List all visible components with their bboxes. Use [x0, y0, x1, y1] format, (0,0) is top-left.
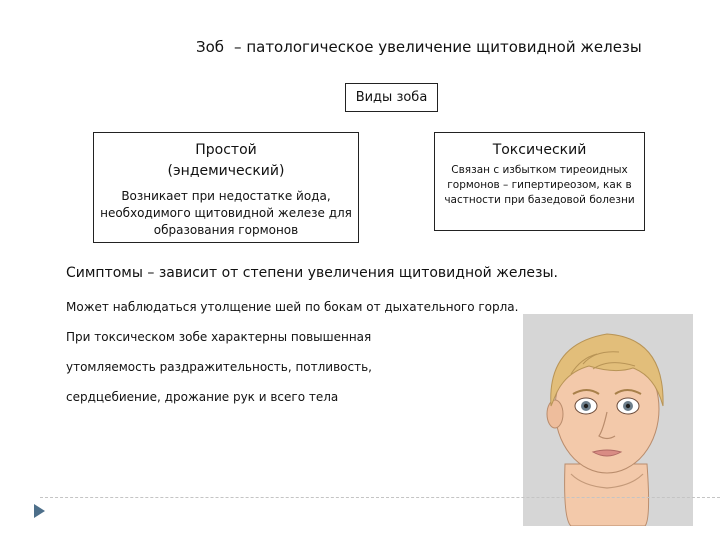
goiter-types-box [345, 83, 438, 112]
simple-goiter-box [93, 132, 359, 243]
goiter-types-label: Виды зоба [355, 90, 428, 105]
title-term: Зоб [196, 38, 225, 56]
symptoms-text: Симптомы – зависит от степени увеличения щитовидной железы. [66, 265, 558, 281]
toxic-symptoms-line-1: При токсическом зобе характерны повышенная [66, 330, 372, 344]
toxic-symptoms-line-3: сердцебиение, дрожание рук и всего тела [66, 390, 339, 404]
thickening-text: Может наблюдаться утолщение шей по бокам от дыхательного горла. [66, 300, 519, 314]
triangle-bullet-icon [34, 504, 45, 518]
simple-goiter-description: Возникает при недостатке йода, необходимого щитовидной железе для образования гормонов [100, 189, 352, 237]
title-definition: – патологическое увеличение щитовидной железы [234, 38, 642, 56]
toxic-goiter-box [434, 132, 645, 231]
toxic-goiter-description: Связан с избытком тиреоидных гормонов – гипертиреозом, как в частности при базедовой болезни [444, 164, 635, 206]
face-drawing [523, 314, 693, 526]
face-illustration [523, 314, 693, 526]
slide-title [196, 38, 642, 56]
simple-goiter-subname: (эндемический) [167, 163, 285, 179]
bottom-divider [40, 497, 720, 498]
simple-goiter-name: Простой [195, 142, 257, 158]
toxic-symptoms-line-2: утомляемость раздражительность, потливость, [66, 360, 372, 374]
toxic-goiter-name: Токсический [492, 142, 587, 158]
